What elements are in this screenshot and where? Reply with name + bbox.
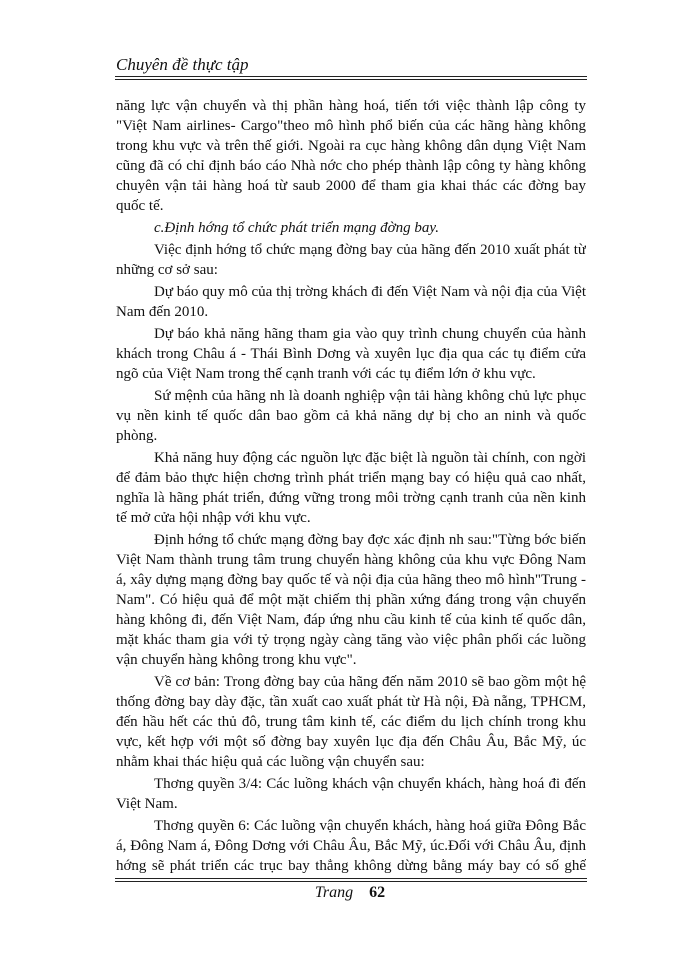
paragraph: Sứ mệnh của hãng nh là doanh nghiệp vận tải hàng không chủ lực phục vụ nền kinh tế quốc dân bao gồm cả khả năng dự bị cho an ninh và quốc phòng. bbox=[116, 388, 586, 444]
footer-rule-top bbox=[115, 878, 587, 879]
header-rule-top bbox=[115, 76, 587, 77]
paragraph: năng lực vận chuyển và thị phần hàng hoá, tiến tới việc thành lập công ty "Việt Nam airlines- Cargo"theo mô hình phổ biến của các hãng hàng không trong khu vực và trên thế giới. Ngoài ra cục hàng không dân dụng Việt Nam cũng đã có chỉ định báo cáo Nhà nớc cho phép thành lập công ty hàng không chuyên vận tải hàng hoá từ saub 2000 để tham gia khai thác các đờng bay quốc tế. bbox=[116, 98, 586, 214]
paragraph: Định hớng tổ chức mạng đờng bay đợc xác định nh sau:"Từng bớc biến Việt Nam thành trung tâm trung chuyển hàng không của khu vực Đông Nam á, xây dựng mạng đờng bay quốc tế và nội địa của hãng theo mô hình"Trung - Nam". Có hiệu quả để một mặt chiếm thị phần xứng đáng trong vận chuyển hàng không đi, đến Việt Nam, đáp ứng nhu cầu kinh tế của kinh tế quốc dân, mặt khác tham gia với tỷ trọng ngày càng tăng vào việc phân phối các luồng vận chuyển hàng không trong khu vực". bbox=[116, 532, 586, 668]
footer-rule-bottom bbox=[115, 881, 587, 882]
page-header-title: Chuyên đề thực tập bbox=[116, 55, 249, 74]
document-body bbox=[116, 96, 586, 876]
page-footer bbox=[0, 884, 700, 902]
paragraph: Dự báo khả năng hãng tham gia vào quy trình chung chuyển của hành khách trong Châu á - Thái Bình Dơng và xuyên lục địa qua các tụ điểm cửa ngõ của Việt Nam trong thế cạnh tranh với các tụ điểm lớn ở khu vực. bbox=[116, 326, 586, 382]
page-label: Trang bbox=[314, 884, 354, 901]
header-rule-bottom bbox=[115, 79, 587, 80]
paragraph: Thơng quyền 3/4: Các luồng khách vận chuyển khách, hàng hoá đi đến Việt Nam. bbox=[116, 776, 586, 812]
page-number: 62 bbox=[369, 884, 386, 901]
paragraph: Thơng quyền 6: Các luồng vận chuyển khách, hàng hoá giữa Đông Bắc á, Đông Nam á, Đông Dơng với Châu Âu, Bắc Mỹ, úc.Đối với Châu Âu, định hớng sẽ phát triển các trục bay thẳng không dừng bằng máy bay có số ghế bbox=[116, 818, 586, 874]
paragraph: Khả năng huy động các nguồn lực đặc biệt là nguồn tài chính, con ngời để đảm bảo thực hiện chơng trình phát triển mạng bay có hiệu quả cao nhất, nghĩa là hãng phát triển, đứng vững trong môi trờng cạnh tranh của nền kinh tế mở cửa hội nhập với khu vực. bbox=[116, 450, 586, 526]
section-heading: c.Định hớng tổ chức phát triển mạng đờng bay. bbox=[154, 220, 439, 236]
paragraph: Về cơ bản: Trong đờng bay của hãng đến năm 2010 sẽ bao gồm một hệ thống đờng bay dày đặc, tần xuất cao xuất phát từ Hà nội, Đà nẵng, TPHCM, đến hầu hết các thủ đô, trung tâm kinh tế, các điểm du lịch chính trong khu vực, kết hợp với một số đờng bay xuyên lục địa đến Châu Âu, Bắc Mỹ, úc nhằm khai thác hiệu quả các luồng vận chuyển sau: bbox=[116, 674, 586, 770]
paragraph: Việc định hớng tổ chức mạng đờng bay của hãng đến 2010 xuất phát từ những cơ sở sau: bbox=[116, 242, 586, 278]
paragraph: Dự báo quy mô của thị trờng khách đi đến Việt Nam và nội địa của Việt Nam đến 2010. bbox=[116, 284, 586, 320]
